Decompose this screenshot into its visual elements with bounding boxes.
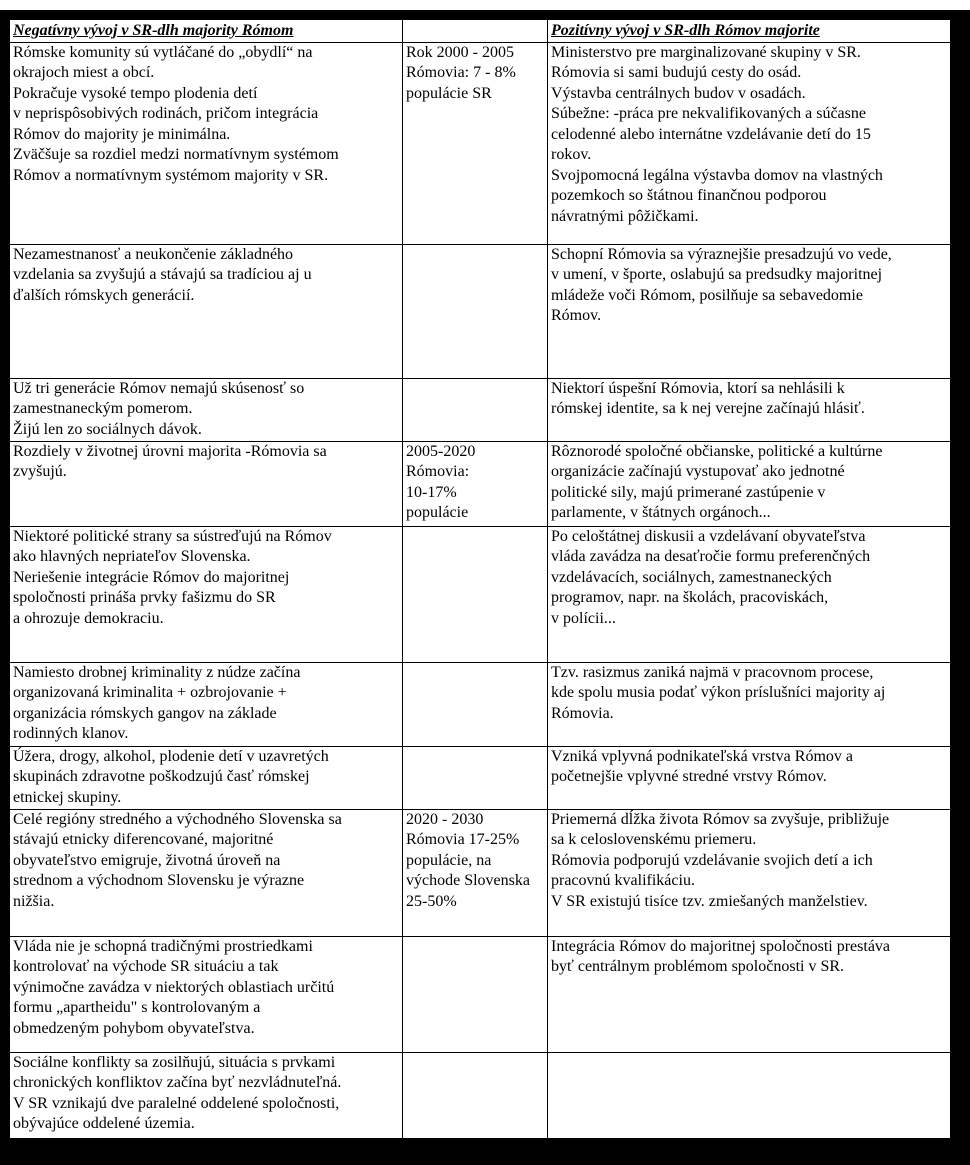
table-row — [10, 746, 951, 809]
cell-text-line: 2020 - 2030 — [406, 810, 484, 828]
cell-text-line: Sociálne konflikty sa zosilňujú, situácia s prvkami — [13, 1053, 336, 1071]
cell-text-line: Rómovia. — [551, 704, 614, 722]
table-row — [10, 378, 951, 441]
cell-text-line: a ohrozuje demokraciu. — [13, 609, 164, 627]
positive-cell — [548, 809, 951, 936]
cell-text-line: populácie — [406, 504, 469, 521]
table-row — [10, 936, 951, 1052]
cell-text-line: Celé regióny stredného a východného Slovenska sa — [13, 810, 342, 828]
cell-text-line: strednom a východnom Slovensku je výrazne — [13, 872, 305, 889]
cell-text-line: ďalších rómskych generácií. — [13, 286, 195, 304]
header-period — [403, 20, 548, 43]
table-row — [10, 526, 951, 662]
period-cell — [403, 936, 548, 1052]
cell-text-line: Namiesto drobnej kriminality z núdze začína — [13, 663, 301, 681]
cell-text-line: početnejšie vplyvné stredné vrstvy Rómov. — [551, 768, 827, 785]
cell-text-line: Úžera, drogy, alkohol, plodenie detí v uzavretých — [13, 747, 329, 765]
cell-text-line: Žijú len zo sociálnych dávok. — [13, 420, 202, 438]
cell-text-line: 2005-2020 — [406, 442, 476, 460]
cell-text-line: Ministerstvo pre marginalizované skupiny v SR. — [551, 43, 861, 61]
cell-text-line: Rôznorodé spoločné občianske, politické a kultúrne — [551, 442, 883, 460]
cell-text-line: Tzv. rasizmus zaniká najmä v pracovnom procese, — [551, 663, 874, 681]
period-cell — [403, 42, 548, 244]
period-cell — [403, 378, 548, 441]
cell-text-line: zamestnaneckým pomerom. — [13, 400, 193, 417]
cell-text-line: ako hlavných nepriateľov Slovenska. — [13, 548, 251, 565]
cell-text-line: kontrolovať na východe SR situáciu a tak — [13, 958, 279, 975]
cell-text-line: východe Slovenska — [406, 872, 530, 889]
cell-text-line: parlamente, v štátnych orgánoch... — [551, 504, 771, 521]
cell-text-line: nižšia. — [13, 892, 55, 910]
cell-text-line: organizácia rómskych gangov na základe — [13, 704, 277, 722]
cell-text-line: Vláda nie je schopná tradičnými prostriedkami — [13, 937, 313, 955]
period-cell — [403, 809, 548, 936]
cell-text-line: Súbežne: -práca pre nekvalifikovaných a súčasne — [551, 105, 866, 122]
cell-text-line: Nezamestnanosť a neukončenie základného — [13, 245, 294, 263]
positive-cell — [548, 42, 951, 244]
cell-text-line: obyvateľstvo emigruje, životná úroveň na — [13, 851, 281, 869]
negative-cell — [10, 42, 403, 244]
cell-text-line: Priemerná dĺžka života Rómov sa zvyšuje, približuje — [551, 810, 890, 828]
cell-text-line: pracovnú kvalifikáciu. — [551, 872, 695, 889]
cell-text-line: Rómovia podporujú vzdelávanie svojich detí a ich — [551, 851, 873, 869]
header-positive: Pozitívny vývoj v SR-dlh Rómov majorite — [548, 20, 951, 43]
cell-text-line: stávajú etnicky diferencované, majoritné — [13, 831, 274, 848]
cell-text-line: populácie, na — [406, 851, 492, 869]
negative-cell — [10, 662, 403, 746]
cell-text-line: Výstavba centrálnych budov v osadách. — [551, 84, 806, 102]
negative-cell — [10, 526, 403, 662]
cell-text-line: návratnými pôžičkami. — [551, 207, 699, 225]
cell-text-line: formu „apartheidu" s kontrolovaným a — [13, 999, 261, 1016]
period-cell — [403, 526, 548, 662]
negative-cell — [10, 378, 403, 441]
cell-text-line: chronických konfliktov začína byť nezvládnuteľná. — [13, 1074, 342, 1091]
cell-text-line: Schopní Rómovia sa výraznejšie presadzujú vo vede, — [551, 245, 892, 263]
cell-text-line: Integrácia Rómov do majoritnej spoločnosti prestáva — [551, 937, 891, 955]
period-cell — [403, 1052, 548, 1138]
cell-text-line: výnimočne zavádza v niektorých oblastiach určitú — [13, 978, 335, 996]
positive-cell — [548, 662, 951, 746]
cell-text-line: v neprispôsobivých rodinách, pričom integrácia — [13, 105, 319, 122]
period-cell — [403, 662, 548, 746]
cell-text-line: rómskej identite, sa k nej verejne začínajú hlásiť. — [551, 400, 865, 417]
positive-cell — [548, 526, 951, 662]
cell-text-line: politické sily, majú primerané zastúpenie v — [551, 483, 826, 501]
table-row — [10, 244, 951, 378]
period-cell — [403, 746, 548, 809]
cell-text-line: v polícii... — [551, 609, 616, 627]
cell-text-line: Rómov do majority je minimálna. — [13, 125, 231, 143]
cell-text-line: Rómov. — [551, 307, 602, 324]
cell-text-line: Rómovia: 7 - 8% — [406, 64, 516, 81]
cell-text-line: Po celoštátnej diskusii a vzdelávaní obyvateľstva — [551, 527, 866, 545]
cell-text-line: vzdelávacích, sociálnych, zamestnaneckých — [551, 568, 832, 586]
cell-text-line: Niektorí úspešní Rómovia, ktorí sa nehlásili k — [551, 379, 845, 397]
cell-text-line: Rómovia: — [406, 463, 470, 480]
cell-text-line: etnickej skupiny. — [13, 788, 122, 806]
positive-cell — [548, 1052, 951, 1138]
cell-text-line: 10-17% — [406, 483, 457, 501]
cell-text-line: 25-50% — [406, 892, 457, 910]
positive-cell — [548, 378, 951, 441]
cell-text-line: Svojpomocná legálna výstavba domov na vlastných — [551, 166, 883, 184]
cell-text-line: skupinách zdravotne poškodzujú časť rómskej — [13, 768, 310, 785]
cell-text-line: V SR vznikajú dve paralelné oddelené spoločnosti, — [13, 1094, 340, 1112]
cell-text-line: rokov. — [551, 146, 592, 163]
roma-development-table — [9, 19, 951, 1139]
positive-cell — [548, 746, 951, 809]
cell-text-line: Rómovia 17-25% — [406, 831, 520, 848]
table-row — [10, 441, 951, 526]
positive-cell — [548, 441, 951, 526]
negative-cell — [10, 809, 403, 936]
cell-text-line: okrajoch miest a obcí. — [13, 64, 155, 81]
header-negative: Negatívny vývoj v SR-dlh majority Rómom — [10, 20, 403, 43]
positive-cell — [548, 936, 951, 1052]
cell-text-line: organizácie začínajú vystupovať ako jednotné — [551, 463, 845, 480]
cell-text-line: Zväčšuje sa rozdiel medzi normatívnym systémom — [13, 146, 339, 163]
cell-text-line: Rómov a normatívnym systémom majority v SR. — [13, 166, 329, 184]
table-row — [10, 1052, 951, 1138]
cell-text-line: vzdelania sa zvyšujú a stávajú sa tradíciou aj u — [13, 266, 312, 283]
negative-cell — [10, 746, 403, 809]
table-row — [10, 809, 951, 936]
cell-text-line: sa k celoslovenskému priemeru. — [551, 831, 757, 848]
cell-text-line: Už tri generácie Rómov nemajú skúsenosť so — [13, 379, 305, 397]
cell-text-line: mládeže voči Rómom, posilňuje sa sebavedomie — [551, 286, 863, 304]
negative-cell — [10, 441, 403, 526]
negative-cell — [10, 1052, 403, 1138]
table-header-row — [10, 20, 951, 43]
cell-text-line: organizovaná kriminalita + ozbrojovanie + — [13, 684, 287, 701]
cell-text-line: zvyšujú. — [13, 463, 67, 480]
cell-text-line: programov, napr. na školách, pracoviskách, — [551, 589, 829, 606]
cell-text-line: vláda zavádza na desaťročie formu preferenčných — [551, 548, 871, 565]
cell-text-line: obmedzeným pohybom obyvateľstva. — [13, 1019, 255, 1037]
table-row — [10, 662, 951, 746]
cell-text-line: Pokračuje vysoké tempo plodenia detí — [13, 84, 258, 102]
cell-text-line: Rómovia si sami budujú cesty do osád. — [551, 64, 802, 81]
cell-text-line: populácie SR — [406, 84, 492, 102]
cell-text-line: Neriešenie integrácie Rómov do majoritnej — [13, 568, 290, 586]
cell-text-line: Niektoré politické strany sa sústreďujú na Rómov — [13, 527, 332, 545]
cell-text-line: kde spolu musia podať výkon príslušníci majority aj — [551, 684, 886, 701]
cell-text-line: celodenné alebo internátne vzdelávanie detí do 15 — [551, 125, 871, 143]
period-cell — [403, 244, 548, 378]
cell-text-line: byť centrálnym problémom spoločnosti v SR. — [551, 958, 845, 975]
cell-text-line: rodinných klanov. — [13, 725, 129, 742]
cell-text-line: Rozdiely v životnej úrovni majorita -Rómovia sa — [13, 442, 327, 460]
cell-text-line: obývajúce oddelené územia. — [13, 1115, 195, 1132]
table-row — [10, 42, 951, 244]
positive-cell — [548, 244, 951, 378]
cell-text-line: v umení, v športe, oslabujú sa predsudky majoritnej — [551, 266, 883, 283]
cell-text-line: Rómske komunity sú vytláčané do „obydlí“ na — [13, 43, 313, 61]
period-cell — [403, 441, 548, 526]
cell-text-line: Rok 2000 - 2005 — [406, 43, 514, 61]
cell-text-line: Vzniká vplyvná podnikateľská vrstva Rómov a — [551, 747, 853, 765]
cell-text-line: spoločnosti prináša prvky fašizmu do SR — [13, 589, 276, 606]
negative-cell — [10, 244, 403, 378]
cell-text-line: V SR existujú tisíce tzv. zmiešaných manželstiev. — [551, 892, 868, 910]
negative-cell — [10, 936, 403, 1052]
cell-text-line: pozemkoch so štátnou finančnou podporou — [551, 187, 827, 204]
